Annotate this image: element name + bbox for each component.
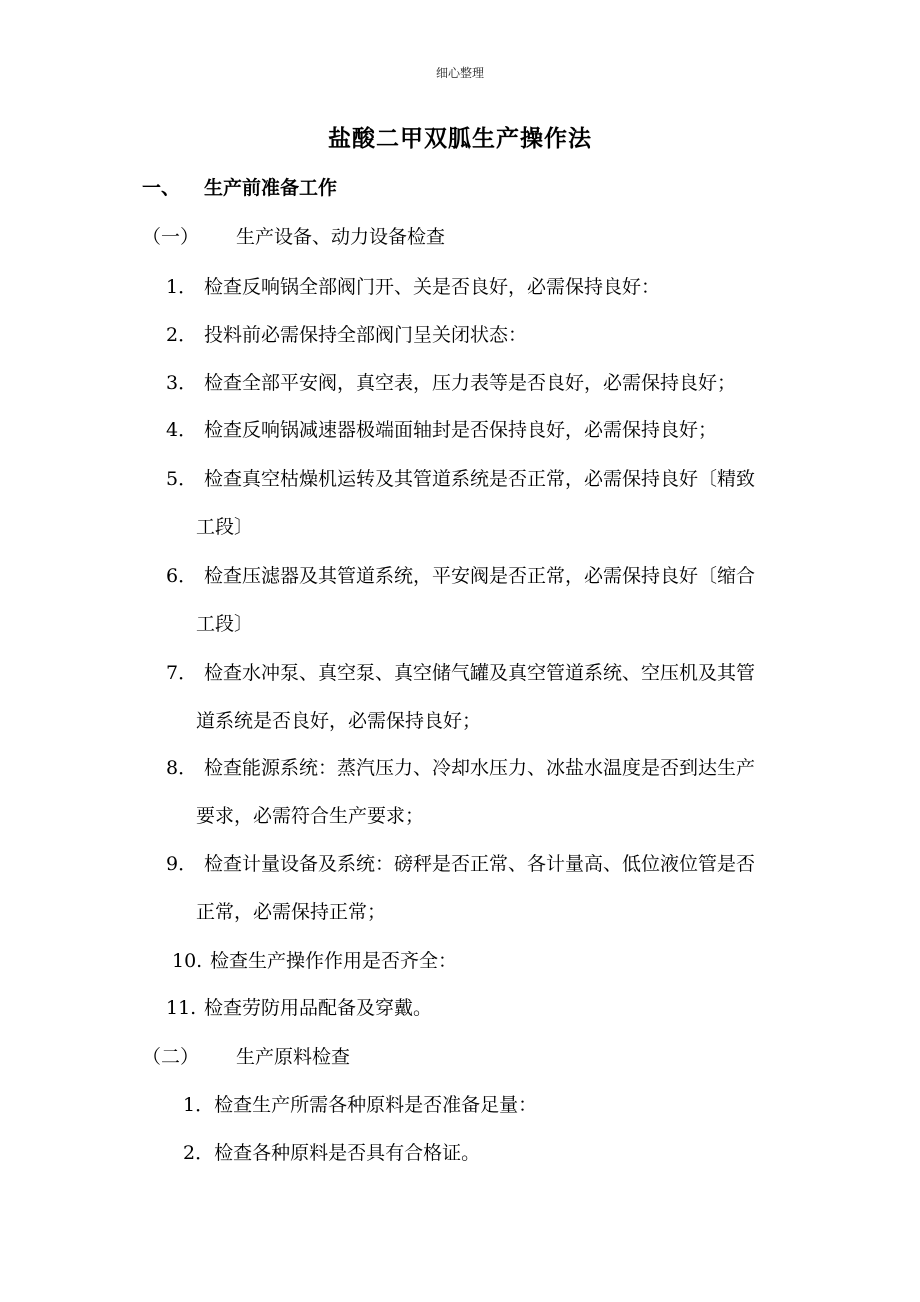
list-item [166, 753, 790, 828]
item-number: 2． [183, 1142, 215, 1164]
item-text: 检查全部平安阀，真空表，压力表等是否良好，必需保持良好； [204, 372, 737, 394]
subsection-heading [142, 1042, 350, 1069]
subsection-label: 生产设备、动力设备检查 [236, 226, 446, 248]
list-item [166, 320, 790, 347]
item-number: 3． [166, 372, 198, 394]
item-number: 1． [183, 1094, 215, 1116]
item-text: 检查能源系统：蒸汽压力、冷却水压力、冰盐水温度是否到达生产 [204, 757, 756, 779]
list-item [183, 1090, 537, 1117]
subsection-number: （一） [142, 226, 200, 248]
item-number: 8． [166, 757, 198, 779]
item-text: 检查真空枯燥机运转及其管道系统是否正常，必需保持良好〔精致 [204, 468, 756, 490]
item-text: 检查反响锅减速器极端面轴封是否保持良好，必需保持良好； [204, 419, 718, 441]
page-header: 细心整理 [435, 66, 484, 80]
item-text: 检查计量设备及系统：磅秤是否正常、各计量高、低位液位管是否 [204, 853, 756, 875]
list-item [166, 464, 790, 539]
list-item [172, 946, 796, 973]
item-text-continuation: 工段〕 [196, 613, 254, 635]
section-number: 一、 [142, 177, 181, 199]
item-number: 11. [166, 997, 197, 1019]
item-number: 5． [166, 468, 198, 490]
item-number: 9． [166, 853, 198, 875]
item-text: 检查压滤器及其管道系统，平安阀是否正常，必需保持良好〔缩合 [204, 565, 756, 587]
list-item [166, 272, 790, 299]
document-title: 盐酸二甲双胍生产操作法 [328, 125, 592, 152]
item-text: 检查生产所需各种原料是否准备足量： [214, 1094, 538, 1116]
subsection-heading [142, 222, 445, 249]
item-number: 2． [166, 324, 198, 346]
item-number: 6． [166, 565, 198, 587]
item-text: 检查水冲泵、真空泵、真空储气罐及真空管道系统、空压机及其管 [204, 662, 756, 684]
list-item [183, 1138, 480, 1165]
list-item [166, 849, 790, 924]
item-number: 10. [172, 950, 203, 972]
item-text-continuation: 道系统是否良好，必需保持良好； [196, 710, 482, 732]
section-heading [142, 173, 337, 200]
item-text: 检查各种原料是否具有合格证。 [214, 1142, 481, 1164]
section-label: 生产前准备工作 [204, 177, 338, 199]
item-text-continuation: 要求，必需符合生产要求； [196, 805, 425, 827]
subsection-number: （二） [142, 1046, 200, 1068]
item-text: 检查反响锅全部阀门开、关是否良好，必需保持良好： [204, 276, 661, 298]
item-text: 检查劳防用品配备及穿戴。 [204, 997, 433, 1019]
item-text-continuation: 正常，必需保持正常； [196, 901, 387, 923]
item-number: 4． [166, 419, 198, 441]
list-item [166, 993, 790, 1020]
list-item [166, 561, 790, 636]
list-item [166, 368, 790, 395]
item-number: 7． [166, 662, 198, 684]
item-text: 检查生产操作作用是否齐全： [210, 950, 458, 972]
item-number: 1． [166, 276, 198, 298]
item-text: 投料前必需保持全部阀门呈关闭状态： [204, 324, 528, 346]
item-text-continuation: 工段〕 [196, 516, 254, 538]
subsection-label: 生产原料检查 [236, 1046, 351, 1068]
list-item [166, 658, 790, 733]
list-item [166, 415, 790, 442]
